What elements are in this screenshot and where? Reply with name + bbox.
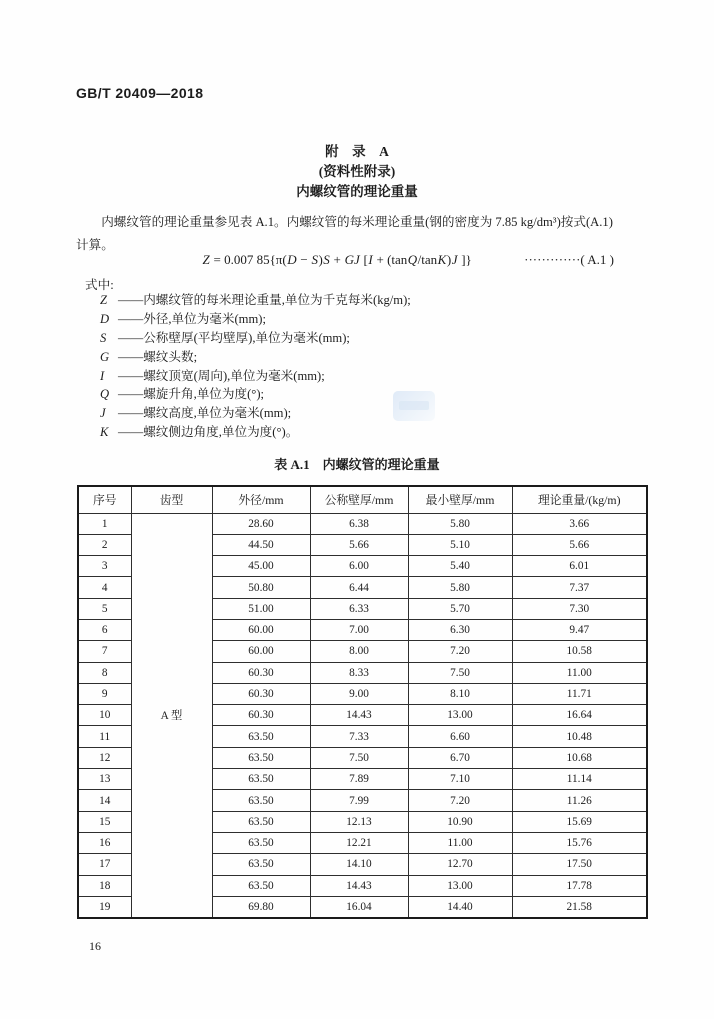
cell-nominal-thickness: 14.10 [310, 854, 408, 875]
cell-nominal-thickness: 7.89 [310, 769, 408, 790]
cell-outer-diameter: 63.50 [212, 769, 310, 790]
cell-index: 16 [78, 832, 131, 853]
cell-nominal-thickness: 14.43 [310, 875, 408, 896]
cell-index: 8 [78, 662, 131, 683]
cell-theoretical-weight: 6.01 [512, 556, 647, 577]
cell-theoretical-weight: 21.58 [512, 896, 647, 917]
variable-description: ——螺旋升角,单位为度(°); [118, 387, 265, 402]
cell-index: 6 [78, 619, 131, 640]
table-header-row [78, 486, 647, 513]
table-container [77, 485, 648, 919]
variable-definition [100, 404, 411, 423]
weights-table-body [78, 513, 647, 918]
cell-index: 15 [78, 811, 131, 832]
cell-nominal-thickness: 6.38 [310, 513, 408, 534]
intro-paragraph [76, 211, 646, 257]
cell-min-thickness: 11.00 [408, 832, 512, 853]
cell-theoretical-weight: 10.48 [512, 726, 647, 747]
cell-outer-diameter: 60.00 [212, 641, 310, 662]
cell-min-thickness: 6.60 [408, 726, 512, 747]
cell-theoretical-weight: 11.26 [512, 790, 647, 811]
cell-nominal-thickness: 6.44 [310, 577, 408, 598]
standard-number: GB/T 20409—2018 [76, 85, 204, 101]
variable-definition [100, 385, 411, 404]
table-row [78, 513, 647, 534]
formula-dots: ············· [524, 252, 581, 267]
intro-line-1: 内螺纹管的理论重量参见表 A.1。内螺纹管的每米理论重量(钢的密度为 7.85 kg/dm³)按式(A.1) [101, 215, 613, 229]
appendix-heading: 内螺纹管的理论重量 [296, 184, 418, 199]
variable-definition [100, 329, 411, 348]
appendix-title-block [0, 142, 714, 202]
cell-theoretical-weight: 5.66 [512, 534, 647, 555]
variable-definition [100, 423, 411, 442]
cell-nominal-thickness: 7.00 [310, 619, 408, 640]
cell-outer-diameter: 63.50 [212, 790, 310, 811]
formula-number: ( A.1 ) [580, 252, 614, 267]
cell-index: 14 [78, 790, 131, 811]
cell-index: 2 [78, 534, 131, 555]
cell-index: 18 [78, 875, 131, 896]
cell-nominal-thickness: 7.50 [310, 747, 408, 768]
variable-symbol: K [100, 425, 109, 440]
cell-outer-diameter: 45.00 [212, 556, 310, 577]
cell-theoretical-weight: 3.66 [512, 513, 647, 534]
col-header-tooth-type: 齿型 [131, 486, 212, 513]
formula-reference [524, 252, 614, 268]
cell-index: 11 [78, 726, 131, 747]
cell-theoretical-weight: 7.37 [512, 577, 647, 598]
cell-outer-diameter: 60.00 [212, 619, 310, 640]
cell-min-thickness: 10.90 [408, 811, 512, 832]
cell-theoretical-weight: 15.76 [512, 832, 647, 853]
cell-outer-diameter: 60.30 [212, 705, 310, 726]
intro-line-2: 计算。 [76, 238, 114, 252]
cell-outer-diameter: 63.50 [212, 811, 310, 832]
variable-list [100, 291, 411, 442]
cell-nominal-thickness: 8.00 [310, 641, 408, 662]
variable-definition [100, 291, 411, 310]
cell-theoretical-weight: 10.58 [512, 641, 647, 662]
cell-outer-diameter: 44.50 [212, 534, 310, 555]
cell-outer-diameter: 60.30 [212, 662, 310, 683]
cell-theoretical-weight: 15.69 [512, 811, 647, 832]
cell-min-thickness: 5.70 [408, 598, 512, 619]
cell-outer-diameter: 63.50 [212, 854, 310, 875]
cell-theoretical-weight: 11.00 [512, 662, 647, 683]
cell-outer-diameter: 63.50 [212, 747, 310, 768]
variable-definition [100, 348, 411, 367]
table-caption: 表 A.1 内螺纹管的理论重量 [274, 457, 440, 472]
cell-min-thickness: 8.10 [408, 683, 512, 704]
variable-description: ——外径,单位为毫米(mm); [118, 311, 266, 326]
cell-theoretical-weight: 17.78 [512, 875, 647, 896]
cell-nominal-thickness: 16.04 [310, 896, 408, 917]
variable-symbol: I [100, 368, 105, 383]
cell-nominal-thickness: 6.33 [310, 598, 408, 619]
cell-min-thickness: 7.20 [408, 790, 512, 811]
cell-tooth-type: A 型 [131, 513, 212, 918]
cell-nominal-thickness: 5.66 [310, 534, 408, 555]
variable-definition [100, 367, 411, 386]
formula-a1 [202, 252, 614, 268]
cell-min-thickness: 7.20 [408, 641, 512, 662]
cell-min-thickness: 7.10 [408, 769, 512, 790]
col-header-outer-diameter: 外径/mm [212, 486, 310, 513]
cell-min-thickness: 7.50 [408, 662, 512, 683]
variable-description: ——螺纹高度,单位为毫米(mm); [118, 406, 292, 421]
cell-min-thickness: 6.70 [408, 747, 512, 768]
variable-symbol: S [100, 330, 107, 345]
cell-min-thickness: 14.40 [408, 896, 512, 917]
cell-index: 10 [78, 705, 131, 726]
cell-theoretical-weight: 17.50 [512, 854, 647, 875]
appendix-subtitle: (资料性附录) [318, 164, 396, 179]
cell-index: 13 [78, 769, 131, 790]
cell-outer-diameter: 28.60 [212, 513, 310, 534]
cell-index: 5 [78, 598, 131, 619]
variable-symbol: G [100, 349, 110, 364]
cell-theoretical-weight: 10.68 [512, 747, 647, 768]
weights-table [77, 485, 648, 919]
cell-index: 9 [78, 683, 131, 704]
cell-theoretical-weight: 7.30 [512, 598, 647, 619]
watermark-logo [393, 391, 435, 421]
cell-outer-diameter: 63.50 [212, 875, 310, 896]
cell-min-thickness: 13.00 [408, 705, 512, 726]
cell-nominal-thickness: 12.13 [310, 811, 408, 832]
cell-theoretical-weight: 9.47 [512, 619, 647, 640]
col-header-theoretical-weight: 理论重量/(kg/m) [512, 486, 647, 513]
cell-min-thickness: 5.80 [408, 513, 512, 534]
cell-outer-diameter: 51.00 [212, 598, 310, 619]
col-header-index: 序号 [78, 486, 131, 513]
cell-theoretical-weight: 11.14 [512, 769, 647, 790]
variable-description: ——螺纹顶宽(周向),单位为毫米(mm); [118, 368, 325, 383]
formula-expression: Z = 0.007 85{π(D − S)S + GJ [I + (tanQ/tanK)J ]} [202, 252, 472, 267]
variable-symbol: Q [100, 387, 110, 402]
cell-min-thickness: 5.40 [408, 556, 512, 577]
cell-index: 1 [78, 513, 131, 534]
variable-description: ——螺纹侧边角度,单位为度(°)。 [118, 425, 299, 440]
variable-description: ——螺纹头数; [118, 349, 198, 364]
cell-min-thickness: 6.30 [408, 619, 512, 640]
cell-nominal-thickness: 14.43 [310, 705, 408, 726]
where-label: 式中: [85, 278, 114, 292]
cell-index: 3 [78, 556, 131, 577]
cell-nominal-thickness: 7.99 [310, 790, 408, 811]
cell-nominal-thickness: 12.21 [310, 832, 408, 853]
page-number: 16 [89, 939, 101, 953]
col-header-min-thickness: 最小壁厚/mm [408, 486, 512, 513]
cell-theoretical-weight: 16.64 [512, 705, 647, 726]
col-header-nominal-thickness: 公称壁厚/mm [310, 486, 408, 513]
variable-symbol: Z [100, 293, 108, 307]
cell-min-thickness: 5.10 [408, 534, 512, 555]
cell-outer-diameter: 50.80 [212, 577, 310, 598]
cell-min-thickness: 12.70 [408, 854, 512, 875]
cell-min-thickness: 5.80 [408, 577, 512, 598]
cell-index: 19 [78, 896, 131, 917]
variable-symbol: D [100, 311, 110, 326]
appendix-title: 附 录 A [325, 144, 389, 159]
variable-symbol: J [100, 406, 106, 421]
variable-definition [100, 310, 411, 329]
cell-min-thickness: 13.00 [408, 875, 512, 896]
cell-theoretical-weight: 11.71 [512, 683, 647, 704]
cell-index: 7 [78, 641, 131, 662]
cell-index: 12 [78, 747, 131, 768]
cell-index: 17 [78, 854, 131, 875]
variable-description: ——内螺纹管的每米理论重量,单位为千克每米(kg/m); [118, 293, 411, 307]
variable-description: ——公称壁厚(平均壁厚),单位为毫米(mm); [118, 330, 350, 345]
cell-nominal-thickness: 8.33 [310, 662, 408, 683]
cell-nominal-thickness: 6.00 [310, 556, 408, 577]
cell-outer-diameter: 69.80 [212, 896, 310, 917]
cell-outer-diameter: 63.50 [212, 726, 310, 747]
cell-outer-diameter: 60.30 [212, 683, 310, 704]
cell-nominal-thickness: 9.00 [310, 683, 408, 704]
cell-outer-diameter: 63.50 [212, 832, 310, 853]
cell-nominal-thickness: 7.33 [310, 726, 408, 747]
cell-index: 4 [78, 577, 131, 598]
